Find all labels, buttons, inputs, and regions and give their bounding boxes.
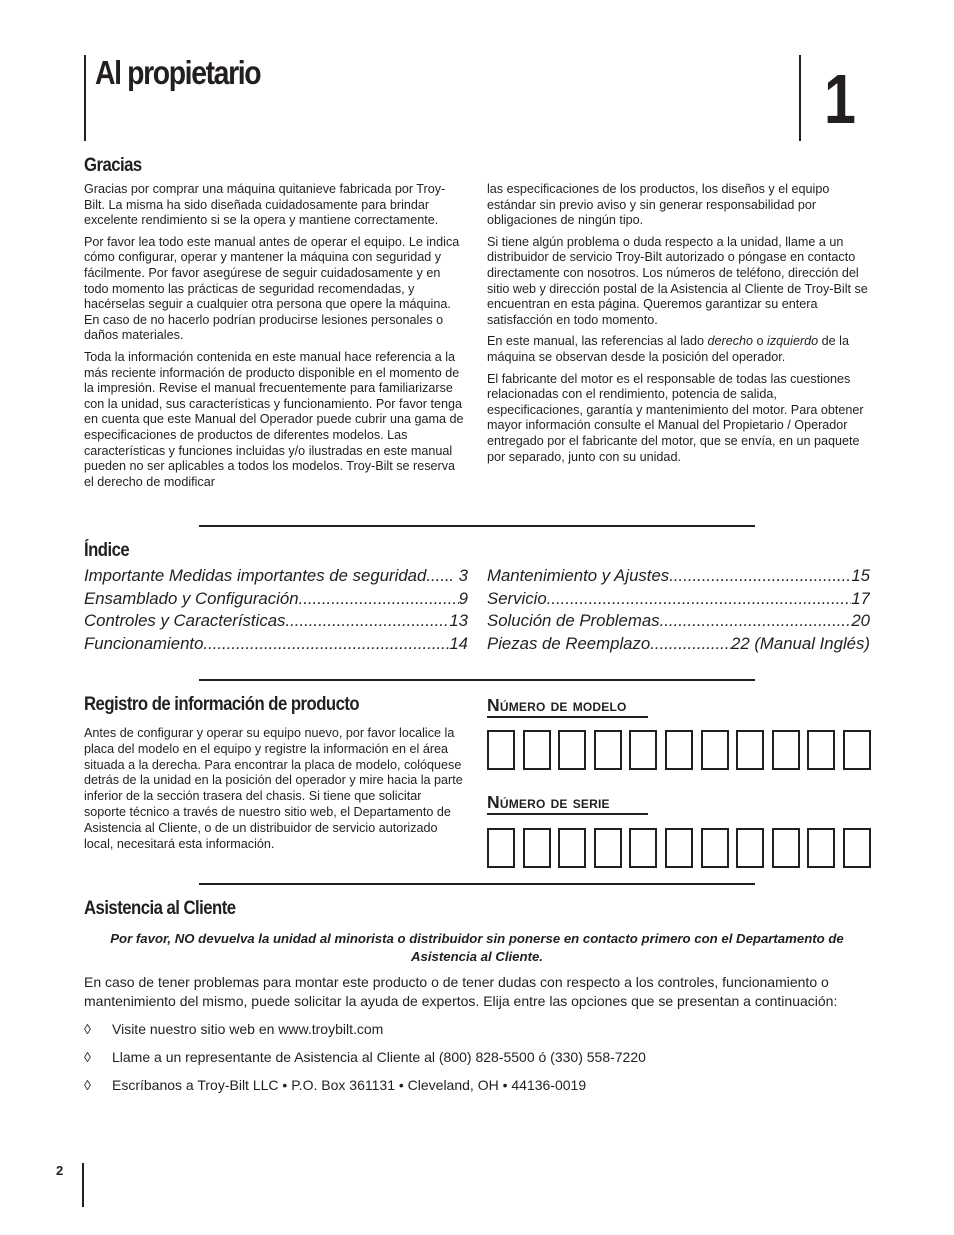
page-title: Al propietario — [95, 54, 261, 91]
toc-left-column — [84, 565, 468, 655]
gracias-left-column — [84, 182, 464, 496]
asistencia-heading: Asistencia al Cliente — [84, 898, 236, 919]
serial-digit-box[interactable] — [772, 828, 800, 868]
gracias-paragraph: Toda la información contenida en este manual hace referencia a la más reciente información de producto disponible en el momento de la impresión. Revise el manual frecuentemente para familiarizarse con la unidad, sus características y funcionamiento. Por favor tenga en cuenta que este Manual del Operador puede cubrir una gama de especificaciones de productos de diferentes modelos. Las características y funciones incluidas y/o ilustradas en este manual pueden no ser aplicables a todos los modelos. Troy-Bilt se reserva el derecho de modificar — [84, 349, 464, 489]
model-digit-box[interactable] — [523, 730, 551, 770]
model-digit-box[interactable] — [665, 730, 693, 770]
toc-entry[interactable]: Importante Medidas importantes de seguridad ..... . 3 — [84, 565, 468, 588]
gracias-paragraph: Por favor lea todo este manual antes de operar el equipo. Le indica cómo configurar, operar y mantener la máquina con seguridad y fácilmente. Por favor asegúrese de seguir cuidadosamente y en todo momento las prácticas de seguridad recomendadas, y hacérselas seguir a cualquier otra persona que opere la máquina. En caso de no hacerlo podrían producirse lesiones personales o daños materiales. — [84, 234, 460, 343]
gracias-paragraph: Si tiene algún problema o duda respecto a la unidad, llame a un distribuidor de servicio Troy-Bilt autorizado o póngase en contacto directamente con nosotros. Los números de teléfono, dirección del sitio web y dirección postal de la Asistencia al Cliente de Troy-Bilt se encuentran en esta página. Queremos garantizar su entera satisfacción en todo momento. — [487, 234, 868, 327]
model-number-label: Número de modelo — [487, 695, 627, 715]
model-digit-box[interactable] — [558, 730, 586, 770]
toc-entry[interactable]: Piezas de Reemplazo ..... 22 (Manual Inglés) — [487, 633, 870, 656]
toc-entry[interactable]: Controles y Características ..... 13 — [84, 610, 468, 633]
model-digit-box[interactable] — [701, 730, 729, 770]
toc-entry[interactable]: Funcionamiento ..... 14 — [84, 633, 468, 656]
toc-entry[interactable]: Servicio ..... 17 — [487, 588, 870, 611]
serial-digit-box[interactable] — [523, 828, 551, 868]
toc-right-column — [487, 565, 870, 655]
indice-heading: Índice — [84, 540, 130, 561]
section-divider — [199, 883, 755, 885]
serial-digit-box[interactable] — [736, 828, 764, 868]
toc-entry[interactable]: Solución de Problemas ..... 20 — [487, 610, 870, 633]
gracias-right-column — [487, 182, 871, 471]
model-digit-box[interactable] — [594, 730, 622, 770]
serial-digit-box[interactable] — [665, 828, 693, 868]
serial-digit-box[interactable] — [594, 828, 622, 868]
bullet-mail: ◊ Escríbanos a Troy-Bilt LLC • P.O. Box 361131 • Cleveland, OH • 44136-0019 — [84, 1077, 587, 1093]
model-digit-box[interactable] — [843, 730, 871, 770]
section-divider — [199, 525, 755, 527]
chapter-number: 1 — [824, 60, 856, 138]
serial-digit-box[interactable] — [629, 828, 657, 868]
serial-digit-box[interactable] — [487, 828, 515, 868]
serial-digit-box[interactable] — [558, 828, 586, 868]
title-rule — [84, 55, 86, 141]
diamond-bullet-icon: ◊ — [84, 1021, 91, 1037]
gracias-paragraph: En este manual, las referencias al lado derecho o izquierdo de la máquina se observan desde la posición del operador. — [487, 334, 849, 364]
serial-number-boxes[interactable] — [487, 828, 871, 868]
gracias-heading: Gracias — [84, 155, 142, 176]
assistance-intro: En caso de tener problemas para montar este producto o de tener dudas con respecto a los controles, funcionamiento o mantenimiento del mismo, puede solicitar la ayuda de expertos. Elija entre las opciones que se presentan a continuación: — [84, 974, 838, 1009]
gracias-paragraph: las especificaciones de los productos, los diseños y el equipo estándar sin previo aviso y sin generar responsabilidad por obligaciones de ningún tipo. — [487, 182, 830, 228]
page-number: 2 — [56, 1163, 64, 1178]
section-divider — [199, 679, 755, 681]
serial-number-label: Número de serie — [487, 792, 610, 812]
model-digit-box[interactable] — [807, 730, 835, 770]
chapter-rule — [799, 55, 801, 141]
model-number-boxes[interactable] — [487, 730, 871, 770]
footer-rule — [82, 1163, 84, 1207]
toc-entry[interactable]: Ensamblado y Configuración ..... 9 — [84, 588, 468, 611]
serial-digit-box[interactable] — [843, 828, 871, 868]
toc-entry[interactable]: Mantenimiento y Ajustes ..... 15 — [487, 565, 870, 588]
registro-heading: Registro de información de producto — [84, 694, 360, 715]
bullet-phone: ◊ Llame a un representante de Asistencia al Cliente al (800) 828-5500 ó (330) 558-7220 — [84, 1049, 646, 1065]
gracias-paragraph: El fabricante del motor es el responsable de todas las cuestiones relacionadas con el rendimiento, potencia de salida, especificaciones, garantía y mantenimiento del motor. Para obtener mayor información consulte el Manual del Propietario / Operador entregado por el fabricante del motor, que se envía, en un paquete por separado, junto con su unidad. — [487, 371, 864, 464]
serial-number-underline — [487, 813, 648, 815]
model-number-underline — [487, 716, 648, 718]
return-notice: Por favor, NO devuelva la unidad al minorista o distribuidor sin ponerse en contacto primero con el Departamento de Asistencia al Cliente. — [110, 931, 844, 964]
model-digit-box[interactable] — [772, 730, 800, 770]
diamond-bullet-icon: ◊ — [84, 1077, 91, 1093]
gracias-paragraph: Gracias por comprar una máquina quitanieve fabricada por Troy-Bilt. La misma ha sido diseñada cuidadosamente para brindar excelente rendimiento si se la opera y mantiene correctamente. — [84, 182, 446, 228]
bullet-website: ◊ Visite nuestro sitio web en www.troybilt.com — [84, 1021, 384, 1037]
model-digit-box[interactable] — [736, 730, 764, 770]
serial-digit-box[interactable] — [807, 828, 835, 868]
diamond-bullet-icon: ◊ — [84, 1049, 91, 1065]
registro-text: Antes de configurar y operar su equipo nuevo, por favor localice la placa del modelo en el equipo y registre la información en el área situada a la derecha. Para encontrar la placa de modelo, colóquese detrás de la unidad en la posición del operador y mire hacia la parte inferior de la sección trasera del chasis. Si tiene que solicitar soporte técnico a través de nuestro sitio web, el Departamento de Asistencia al Cliente, o de un distribuidor de servicio autorizado local, necesitará esta información. — [84, 726, 463, 851]
model-digit-box[interactable] — [487, 730, 515, 770]
serial-digit-box[interactable] — [701, 828, 729, 868]
model-digit-box[interactable] — [629, 730, 657, 770]
